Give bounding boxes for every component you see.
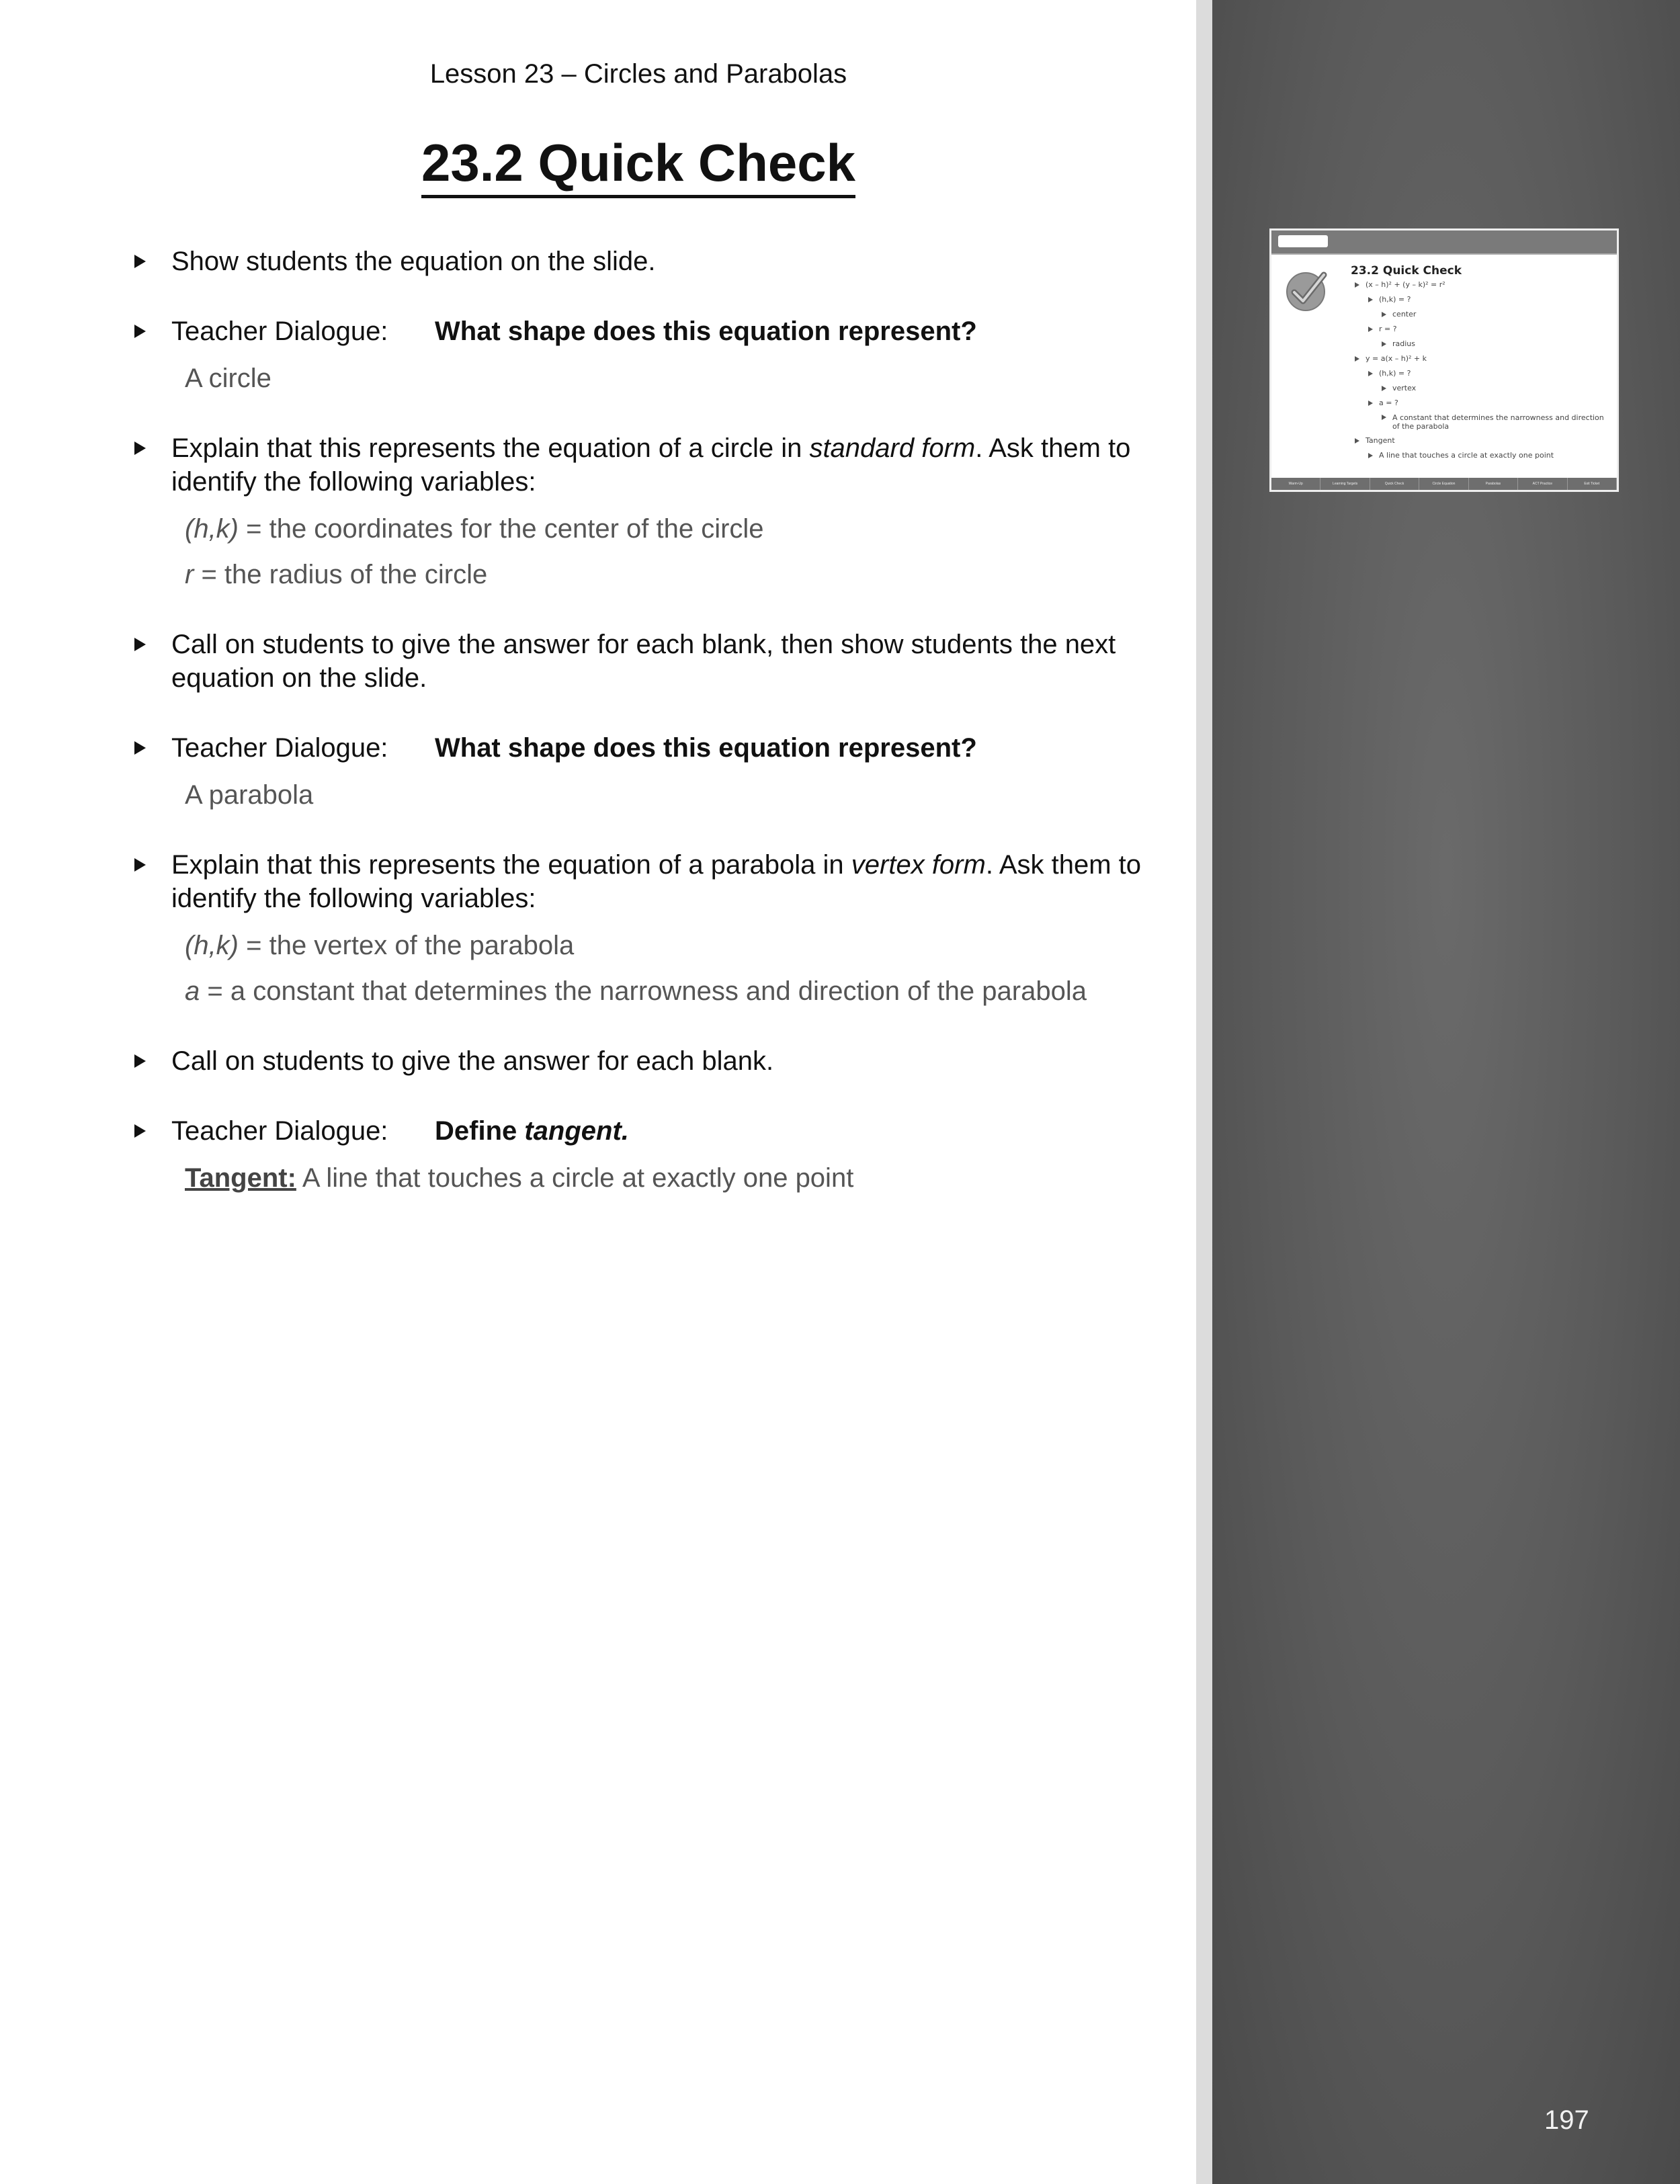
instruction-text: . Ask them to identify the following variables: — [171, 850, 1142, 913]
triangle-right-icon — [1382, 341, 1386, 347]
dialogue-answer: A circle — [185, 364, 271, 393]
slide-line: Tangent — [1351, 433, 1610, 448]
dialogue-answer — [134, 1161, 1156, 1195]
slide-line: A constant that determines the narrowness and direction of the parabola — [1351, 411, 1610, 433]
slide-line: r = ? — [1351, 322, 1610, 337]
page-title-wrap — [0, 133, 1277, 198]
triangle-right-icon — [1368, 297, 1373, 302]
slide-line: a = ? — [1351, 396, 1610, 411]
triangle-right-icon — [1368, 327, 1373, 332]
instruction-text: Call on students to give the answer for each blank. — [171, 1046, 774, 1076]
dialogue-answer: A parabola — [185, 780, 314, 810]
variable-name: (h,k) — [185, 931, 239, 960]
page-number: 197 — [1544, 2105, 1589, 2135]
slide-thumbnail — [1269, 228, 1619, 492]
slide-line: y = a(x – h)² + k — [1351, 351, 1610, 366]
variable-answer — [134, 558, 1156, 591]
chalkboard-panel — [1212, 0, 1680, 2184]
bullet-block — [134, 628, 1156, 695]
slide-line: (x – h)² + (y – k)² = r² — [1351, 278, 1610, 292]
term-label: Tangent: — [185, 1163, 296, 1193]
triangle-right-icon — [134, 858, 146, 872]
variable-answer — [134, 512, 1156, 546]
instruction-text: Call on students to give the answer for each blank, then show students the next equation on the slide. — [171, 630, 1116, 693]
logo-icon — [1278, 235, 1328, 247]
lesson-header: Lesson 23 – Circles and Parabolas — [429, 59, 847, 89]
instruction-text: Explain that this represents the equation of a parabola in — [171, 850, 851, 880]
dialogue-question: What shape does this equation represent? — [435, 733, 977, 763]
term-definition: A line that touches a circle at exactly one point — [296, 1163, 854, 1193]
bullet-block — [134, 431, 1156, 591]
bullet-text — [134, 848, 1156, 915]
variable-answer — [134, 974, 1156, 1008]
dialogue-row — [134, 314, 1156, 348]
instruction-text: Explain that this represents the equation of a circle in — [171, 433, 810, 463]
variable-definition: = the radius of the circle — [194, 560, 488, 589]
bullet-text — [134, 1044, 1156, 1078]
dialogue-block — [134, 314, 1156, 395]
slide-body — [1351, 264, 1610, 463]
instruction-text: Show students the equation on the slide. — [171, 247, 656, 276]
variable-definition: = the vertex of the parabola — [239, 931, 575, 960]
variable-definition: = the coordinates for the center of the circle — [239, 514, 764, 544]
triangle-right-icon — [1355, 356, 1359, 362]
slide-line: radius — [1351, 337, 1610, 351]
bullet-block — [134, 848, 1156, 1008]
dialogue-label: Teacher Dialogue: — [171, 317, 388, 346]
variable-name: r — [185, 560, 194, 589]
dialogue-block — [134, 731, 1156, 812]
variable-answer — [134, 929, 1156, 962]
page-title: 23.2 Quick Check — [421, 133, 855, 198]
content — [134, 245, 1156, 1231]
slide-nav-bar — [1271, 478, 1617, 490]
bullet-text — [134, 628, 1156, 695]
variable-definition: = a constant that determines the narrowness and direction of the parabola — [200, 976, 1087, 1006]
slide-line: (h,k) = ? — [1351, 366, 1610, 381]
bullet-text — [134, 245, 1156, 278]
bullet-block — [134, 245, 1156, 278]
triangle-right-icon — [134, 638, 146, 651]
triangle-right-icon — [134, 325, 146, 338]
instruction-text: . Ask them to identify the following variables: — [171, 433, 1131, 497]
slide-nav-item: Circle Equation — [1419, 478, 1468, 490]
triangle-right-icon — [1368, 401, 1373, 406]
slide-line: center — [1351, 307, 1610, 322]
dialogue-question-term: tangent. — [524, 1116, 629, 1146]
emphasis-text: standard form — [809, 433, 976, 463]
slide-line: (h,k) = ? — [1351, 292, 1610, 307]
triangle-right-icon — [1368, 371, 1373, 376]
triangle-right-icon — [1368, 453, 1373, 458]
bullet-text — [134, 431, 1156, 499]
dialogue-question: What shape does this equation represent? — [435, 317, 977, 346]
triangle-right-icon — [134, 1124, 146, 1138]
emphasis-text: vertex form — [851, 850, 986, 880]
triangle-right-icon — [134, 442, 146, 455]
slide-line: A line that touches a circle at exactly one point — [1351, 448, 1610, 463]
slide-nav-item: Quick Check — [1370, 478, 1419, 490]
triangle-right-icon — [1355, 282, 1359, 288]
dialogue-block — [134, 1114, 1156, 1195]
triangle-right-icon — [1382, 415, 1386, 420]
slide-nav-item: Parabolas — [1469, 478, 1518, 490]
triangle-right-icon — [134, 255, 146, 268]
slide-nav-item: Exit Ticket — [1568, 478, 1617, 490]
slide-line: vertex — [1351, 381, 1610, 396]
variable-name: a — [185, 976, 200, 1006]
checkmark-icon — [1284, 267, 1331, 314]
dialogue-label: Teacher Dialogue: — [171, 733, 388, 763]
triangle-right-icon — [1382, 386, 1386, 391]
variable-name: (h,k) — [185, 514, 239, 544]
bullet-block — [134, 1044, 1156, 1078]
triangle-right-icon — [134, 741, 146, 755]
dialogue-question: Define — [435, 1116, 525, 1146]
dialogue-label: Teacher Dialogue: — [171, 1116, 388, 1146]
slide-nav-item: ACT Practice — [1518, 478, 1567, 490]
slide-nav-item: Learning Targets — [1320, 478, 1370, 490]
triangle-right-icon — [1355, 438, 1359, 444]
slide-title: 23.2 Quick Check — [1351, 264, 1462, 278]
triangle-right-icon — [134, 1054, 146, 1068]
slide-header-bar — [1271, 230, 1617, 255]
dialogue-row — [134, 731, 1156, 765]
triangle-right-icon — [1382, 312, 1386, 317]
dialogue-row — [134, 1114, 1156, 1148]
slide-nav-item: Warm-Up — [1271, 478, 1320, 490]
page-divider — [1196, 0, 1212, 2184]
